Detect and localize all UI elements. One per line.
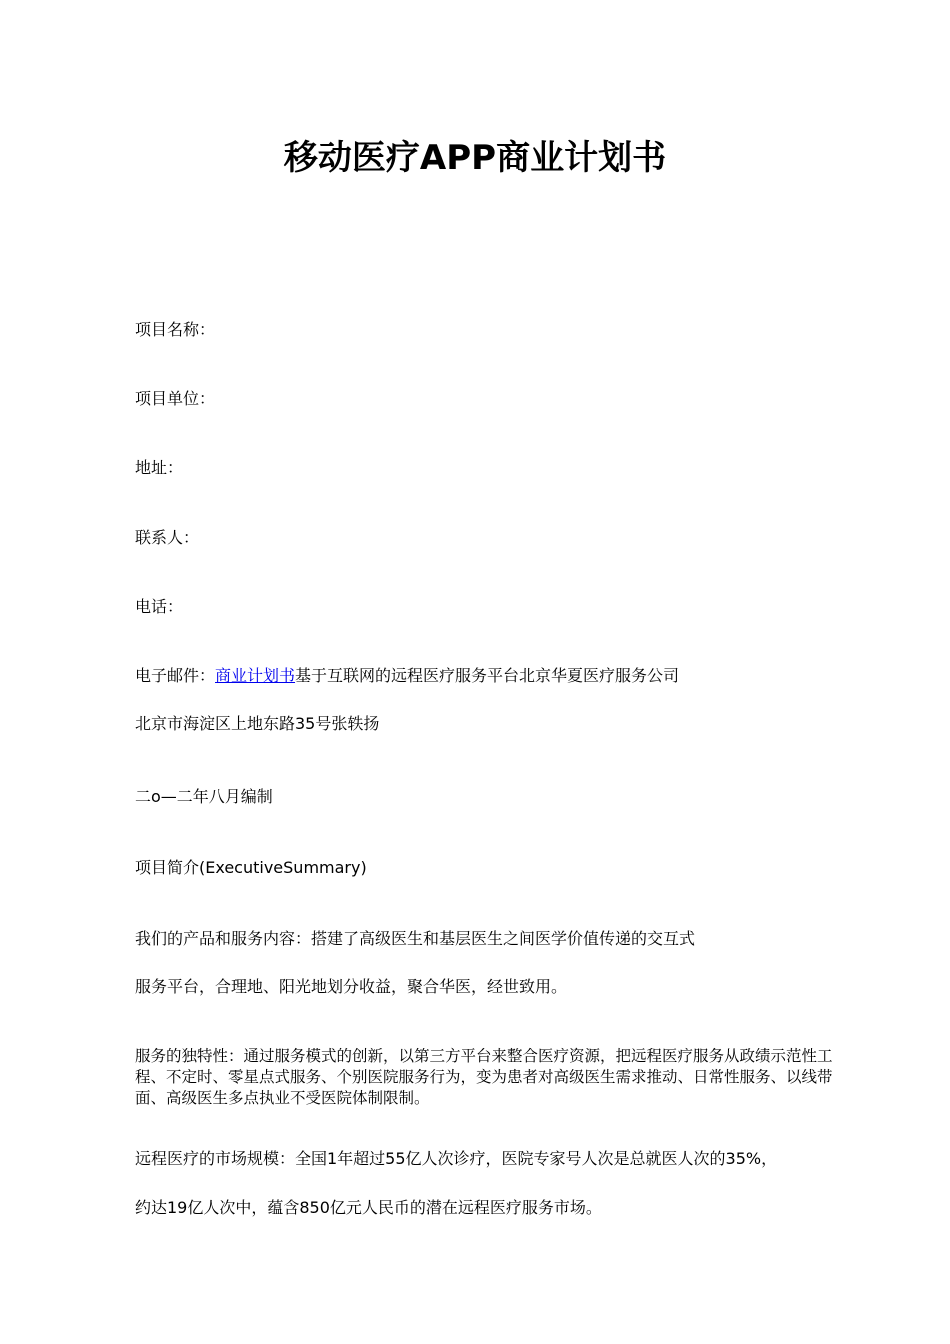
- field-address: 地址：: [135, 458, 184, 477]
- document-title: 移动医疗APP商业计划书: [283, 138, 667, 178]
- field-project-name: 项目名称：: [135, 320, 216, 339]
- field-contact: 联系人：: [135, 528, 200, 547]
- email-label: 电子邮件：: [135, 666, 216, 685]
- date-line: 二o—二年八月编制: [135, 787, 273, 806]
- products-paragraph-line-1: 我们的产品和服务内容：搭建了高级医生和基层医生之间医学价值传递的交互式: [135, 929, 696, 948]
- market-paragraph-line-1: 远程医疗的市场规模：全国1年超过55亿人次诊疗，医院专家号人次是总就医人次的35%，: [135, 1149, 778, 1168]
- market-paragraph-line-2: 约达19亿人次中，蕴含850亿元人民币的潜在远程医疗服务市场。: [135, 1198, 602, 1217]
- uniqueness-paragraph: 服务的独特性：通过服务模式的创新，以第三方平台来整合医疗资源，把远程医疗服务从政绩示范性工程、不定时、零星点式服务、个别医院服务行为，变为患者对高级医生需求推动、日常性服务、以线带面、高级医生多点执业不受医院体制限制。: [135, 1047, 833, 1107]
- products-paragraph-line-2: 服务平台，合理地、阳光地划分收益，聚合华医，经世致用。: [135, 977, 568, 996]
- field-phone: 电话：: [135, 597, 184, 616]
- business-plan-link[interactable]: 商业计划书: [215, 666, 296, 685]
- field-project-unit: 项目单位：: [135, 389, 216, 408]
- email-rest: 基于互联网的远程医疗服务平台北京华夏医疗服务公司: [295, 666, 680, 685]
- address-line: 北京市海淀区上地东路35号张轶扬: [135, 714, 380, 733]
- summary-heading: 项目简介(ExecutiveSummary): [135, 858, 367, 877]
- email-line: [135, 666, 679, 686]
